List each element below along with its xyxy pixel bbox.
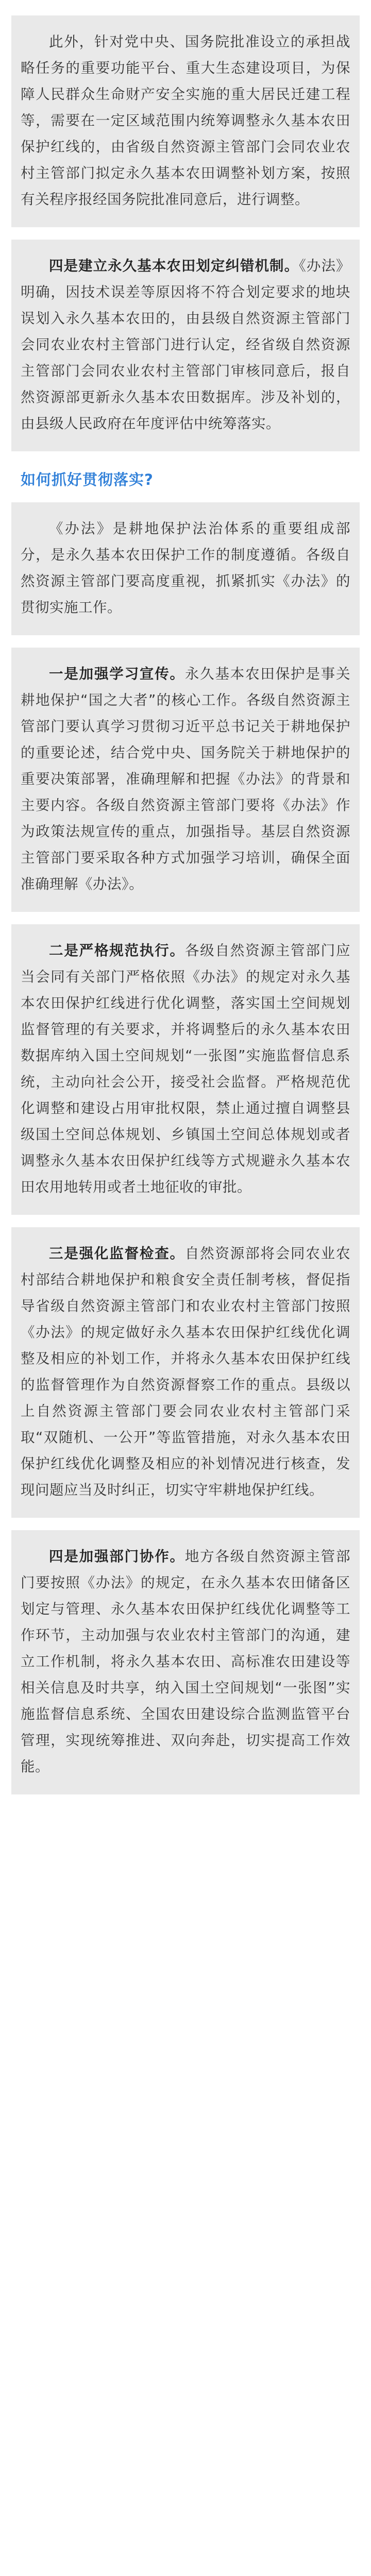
measure-3-block: [11, 1227, 360, 1518]
measure-3-paragraph: [21, 1241, 350, 1503]
measure-1-paragraph: [21, 661, 350, 897]
spacer: [21, 1518, 350, 1530]
measure-4-paragraph: [21, 1544, 350, 1780]
section-heading: 如何抓好贯彻落实?: [21, 471, 154, 488]
implementation-paragraph: 《办法》是耕地保护法治体系的重要组成部分，是永久基本农田保护工作的制度遵循。各级自然资源主管部门要高度重视，抓紧抓实《办法》的贯彻实施工作。: [21, 520, 350, 616]
intro-paragraph: 此外，针对党中央、国务院批准设立的承担战略任务的重要功能平台、重大生态建设项目，为保障人民群众生命财产安全实施的重大居民迁建工程等，需要在一定区域范围内统筹调整永久基本农田保护红线的，由省级自然资源主管部门会同农业农村主管部门拟定永久基本农田调整补划方案，按照有关程序报经国务院批准同意后，进行调整。: [21, 33, 350, 208]
spacer: [21, 635, 350, 648]
spacer: [21, 1215, 350, 1227]
section-4-paragraph: [21, 253, 350, 437]
section-4-body: 《办法》明确，因技术误差等原因将不符合划定要求的地块误划入永久基本农田的，由县级自然资源主管部门会同农业农村主管部门进行认定，经省级自然资源主管部门会同农业农村主管部门审核同意后，报自然资源部更新永久基本农田数据库。涉及补划的，由县级人民政府在年度评估中统筹落实。: [21, 258, 351, 432]
measure-2-lead: 二是严格规范执行。: [49, 942, 185, 959]
measure-4-lead: 四是加强部门协作。: [49, 1548, 185, 1565]
measure-4-body: 地方各级自然资源主管部门要按照《办法》的规定，在永久基本农田储备区划定与管理、永久基本农田保护红线优化调整等工作环节，主动加强与农业农村主管部门的沟通，建立工作机制，将永久基本农田、高标准农田建设等相关信息及时共享，纳入国土空间规划“一张图”实施监督信息系统、全国农田建设综合监测监管平台管理，实现统筹推进、双向奔赴，切实提高工作效能。: [21, 1548, 351, 1775]
measure-1-block: [11, 648, 360, 912]
measure-1-body: 永久基本农田保护是事关耕地保护“国之大者”的核心工作。各级自然资源主管部门要认真学习贯彻习近平总书记关于耕地保护的重要论述，结合党中央、国务院关于耕地保护的重要决策部署，准确理解和把握《办法》的背景和主要内容。各级自然资源主管部门要将《办法》作为政策法规宣传的重点，加强指导。基层自然资源主管部门要采取各种方式加强学习培训，确保全面准确理解《办法》。: [21, 666, 351, 892]
measure-2-body: 各级自然资源主管部门应当会同有关部门严格依照《办法》的规定对永久基本农田保护红线进行优化调整，落实国土空间规划监督管理的有关要求，并将调整后的永久基本农田数据库纳入国土空间规划“一张图”实施监督信息系统，主动向社会公开，接受社会监督。严格规范优化调整和建设占用审批权限，禁止通过擅自调整县级国土空间总体规划、乡镇国土空间总体规划或者调整永久基本农田保护红线等方式规避永久基本农田农用地转用或者土地征收的审批。: [21, 942, 351, 1195]
section-4-lead: 四是建立永久基本农田划定纠错机制。: [49, 258, 299, 274]
measure-2-block: [11, 924, 360, 1215]
implementation-block: [11, 502, 360, 635]
measure-4-block: [11, 1530, 360, 1794]
measure-3-body: 自然资源部将会同农业农村部结合耕地保护和粮食安全责任制考核，督促指导省级自然资源主管部门和农业农村主管部门按照《办法》的规定做好永久基本农田保护红线优化调整及相应的补划工作，并将永久基本农田保护红线的监督管理作为自然资源督察工作的重点。县级以上自然资源主管部门要会同农业农村主管部门采取“双随机、一公开”等监管措施，对永久基本农田保护红线优化调整及相应的补划情况进行核查，发现问题应当及时纠正，切实守牢耕地保护红线。: [21, 1245, 351, 1498]
intro-block: [11, 15, 360, 227]
spacer: [21, 912, 350, 924]
spacer: [21, 227, 350, 240]
measure-3-lead: 三是强化监督检查。: [49, 1245, 185, 1262]
section-4-block: [11, 240, 360, 451]
measure-1-lead: 一是加强学习宣传。: [49, 666, 185, 682]
measure-2-paragraph: [21, 938, 350, 1200]
